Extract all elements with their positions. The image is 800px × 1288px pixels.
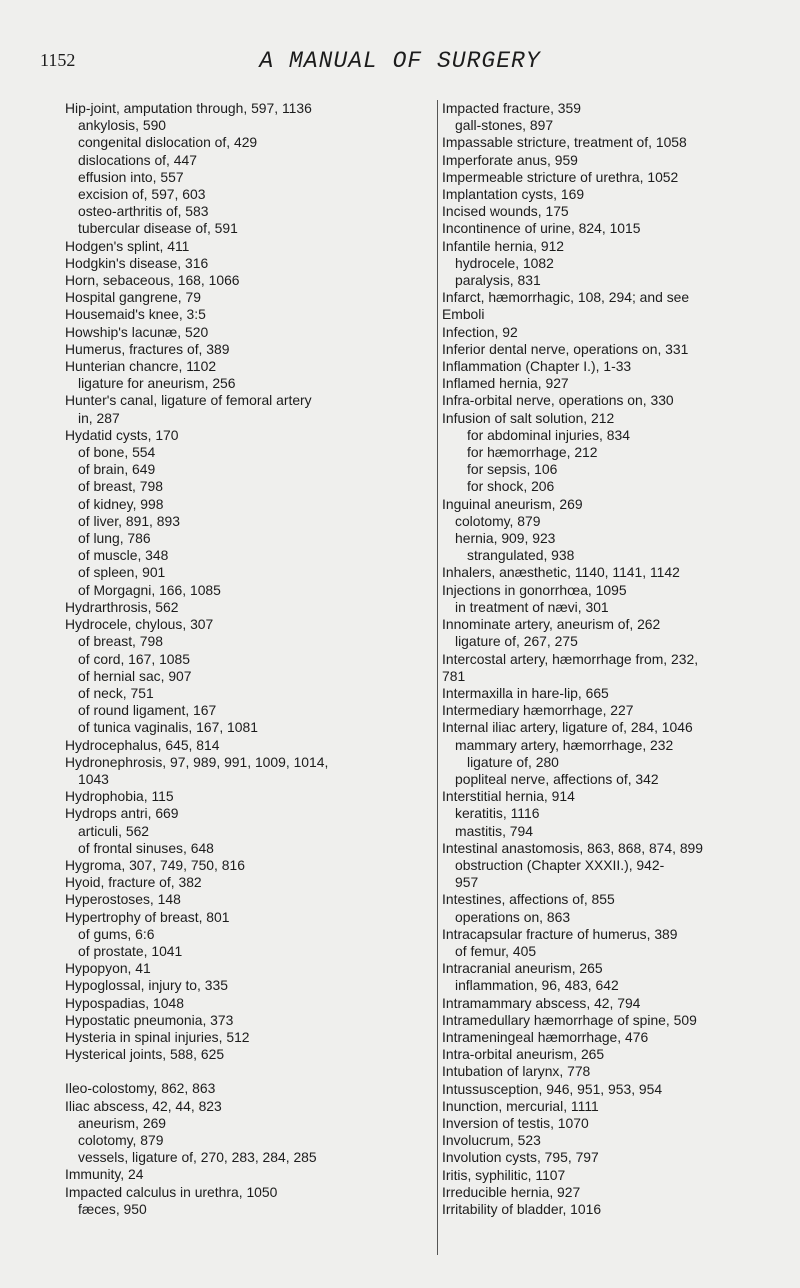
index-entry: Intermediary hæmorrhage, 227 xyxy=(442,702,634,719)
index-entry: Infarct, hæmorrhagic, 108, 294; and see xyxy=(442,289,690,306)
index-entry: Hysterical joints, 588, 625 xyxy=(65,1046,225,1063)
index-entry: Intramammary abscess, 42, 794 xyxy=(442,994,641,1011)
index-entry: Emboli xyxy=(442,306,485,323)
index-entry: Intra-orbital aneurism, 265 xyxy=(442,1046,605,1063)
index-entry: Inunction, mercurial, 1111 xyxy=(442,1097,599,1114)
index-entry: Inguinal aneurism, 269 xyxy=(442,495,583,512)
index-entry: Intussusception, 946, 951, 953, 954 xyxy=(442,1080,663,1097)
index-entry: fæces, 950 xyxy=(78,1200,147,1217)
index-entry: articuli, 562 xyxy=(78,822,150,839)
index-entry: keratitis, 1116 xyxy=(455,805,540,822)
index-entry: Intermaxilla in hare-lip, 665 xyxy=(442,684,609,701)
index-entry: Infantile hernia, 912 xyxy=(442,237,565,254)
index-entry: Incontinence of urine, 824, 1015 xyxy=(442,220,641,237)
index-entry: Inhalers, anæsthetic, 1140, 1141, 1142 xyxy=(442,564,680,581)
index-entry: Intestines, affections of, 855 xyxy=(442,891,615,908)
index-entry: Ileo-colostomy, 862, 863 xyxy=(65,1080,216,1097)
index-entry: of round ligament, 167 xyxy=(78,702,217,719)
index-entry: 1043 xyxy=(78,770,109,787)
index-entry: Howship's lacunæ, 520 xyxy=(65,323,209,340)
index-entry: of spleen, 901 xyxy=(78,564,166,581)
index-entry: osteo-arthritis of, 583 xyxy=(78,203,209,220)
index-entry: Intramedullary hæmorrhage of spine, 509 xyxy=(442,1011,697,1028)
index-entry: Hydrops antri, 669 xyxy=(65,805,179,822)
index-entry: Involucrum, 523 xyxy=(442,1132,541,1149)
index-entry: Iliac abscess, 42, 44, 823 xyxy=(65,1097,222,1114)
index-column-left xyxy=(65,100,420,1218)
index-entry: of breast, 798 xyxy=(78,633,163,650)
page-number: 1152 xyxy=(40,50,76,70)
index-entry: Hydrophobia, 115 xyxy=(65,788,174,805)
index-entry: of liver, 891, 893 xyxy=(78,512,180,529)
index-entry: obstruction (Chapter XXXII.), 942- xyxy=(455,856,665,873)
index-entry: mastitis, 794 xyxy=(455,822,533,839)
index-entry: for hæmorrhage, 212 xyxy=(467,444,598,461)
index-entry: Impermeable stricture of urethra, 1052 xyxy=(442,168,679,185)
index-entry: hydrocele, 1082 xyxy=(455,254,554,271)
page-header xyxy=(0,40,800,80)
index-entry: hernia, 909, 923 xyxy=(455,530,556,547)
index-entry: of muscle, 348 xyxy=(78,547,169,564)
index-entry: Intubation of larynx, 778 xyxy=(442,1063,591,1080)
index-entry: inflammation, 96, 483, 642 xyxy=(455,977,619,994)
index-entry: of Morgagni, 166, 1085 xyxy=(78,581,221,598)
index-entry: Hypospadias, 1048 xyxy=(65,994,184,1011)
index-entry: excision of, 597, 603 xyxy=(78,186,206,203)
index-entry: Hydronephrosis, 97, 989, 991, 1009, 1014, xyxy=(65,753,329,770)
index-entry: effusion into, 557 xyxy=(78,168,184,185)
index-entry: strangulated, 938 xyxy=(467,547,575,564)
index-entry: colotomy, 879 xyxy=(78,1131,164,1148)
index-entry: Housemaid's knee, 3:5 xyxy=(65,306,206,323)
index-entry: congenital dislocation of, 429 xyxy=(78,134,258,151)
index-entry: gall-stones, 897 xyxy=(455,117,554,134)
index-entry: Intrameningeal hæmorrhage, 476 xyxy=(442,1028,649,1045)
index-entry: Inflamed hernia, 927 xyxy=(442,375,569,392)
index-entry: of bone, 554 xyxy=(78,444,156,461)
index-entry: ligature of, 267, 275 xyxy=(455,633,578,650)
index-entry: Hydrarthrosis, 562 xyxy=(65,598,179,615)
index-entry: of kidney, 998 xyxy=(78,495,164,512)
index-entry: Hygroma, 307, 749, 750, 816 xyxy=(65,856,245,873)
index-entry: Infection, 92 xyxy=(442,323,518,340)
index-entry: of neck, 751 xyxy=(78,684,154,701)
index-entry: in treatment of nævi, 301 xyxy=(455,598,609,615)
index-entry: operations on, 863 xyxy=(455,908,571,925)
index-entry: of prostate, 1041 xyxy=(78,942,183,959)
index-entry: of breast, 798 xyxy=(78,478,163,495)
index-entry: Intestinal anastomosis, 863, 868, 874, 899 xyxy=(442,839,704,856)
index-entry: mammary artery, hæmorrhage, 232 xyxy=(455,736,674,753)
index-column-right xyxy=(437,100,792,1255)
index-entry: Hydatid cysts, 170 xyxy=(65,426,179,443)
index-entry: of femur, 405 xyxy=(455,942,537,959)
index-entry: Hip-joint, amputation through, 597, 1136 xyxy=(65,100,312,116)
index-entry: dislocations of, 447 xyxy=(78,151,197,168)
index-entry: Hodgkin's disease, 316 xyxy=(65,254,209,271)
index-entry: Hypostatic pneumonia, 373 xyxy=(65,1011,234,1028)
index-entry: of frontal sinuses, 648 xyxy=(78,839,214,856)
index-entry: Incised wounds, 175 xyxy=(442,203,569,220)
index-entry: of lung, 786 xyxy=(78,530,151,547)
index-entry: Inferior dental nerve, operations on, 331 xyxy=(442,340,689,357)
index-entry: Intracapsular fracture of humerus, 389 xyxy=(442,925,678,942)
index-entry: Inflammation (Chapter I.), 1-33 xyxy=(442,358,632,375)
index-entry: Intercostal artery, hæmorrhage from, 232, xyxy=(442,650,699,667)
index-entry: Irreducible hernia, 927 xyxy=(442,1183,581,1200)
index-entry: paralysis, 831 xyxy=(455,272,541,289)
index-entry: 957 xyxy=(455,874,479,891)
index-entry: for sepsis, 106 xyxy=(467,461,558,478)
index-entry: Irritability of bladder, 1016 xyxy=(442,1201,602,1217)
index-entry: Involution cysts, 795, 797 xyxy=(442,1149,599,1166)
index-entry: Hypopyon, 41 xyxy=(65,960,151,977)
index-entry: Hospital gangrene, 79 xyxy=(65,289,201,306)
index-entry: Hunter's canal, ligature of femoral artery xyxy=(65,392,312,409)
index-entry: of gums, 6:6 xyxy=(78,925,155,942)
index-entry: Injections in gonorrhœa, 1095 xyxy=(442,581,627,598)
index-entry: colotomy, 879 xyxy=(455,512,541,529)
index-entry: Hydrocephalus, 645, 814 xyxy=(65,736,220,753)
index-entry: Impacted calculus in urethra, 1050 xyxy=(65,1183,278,1200)
index-entry: vessels, ligature of, 270, 283, 284, 285 xyxy=(78,1149,317,1166)
index-entry: in, 287 xyxy=(78,409,120,426)
index-entry: Inversion of testis, 1070 xyxy=(442,1114,589,1131)
index-entry: 781 xyxy=(442,667,466,684)
index-entry: ligature for aneurism, 256 xyxy=(78,375,236,392)
index-entry: for abdominal injuries, 834 xyxy=(467,426,630,443)
index-entry: Impacted fracture, 359 xyxy=(442,100,581,116)
index-entry: Humerus, fractures of, 389 xyxy=(65,340,230,357)
index-entry: Horn, sebaceous, 168, 1066 xyxy=(65,272,240,289)
index-entry: Hodgen's splint, 411 xyxy=(65,237,190,254)
running-title: A MANUAL OF SURGERY xyxy=(259,48,541,74)
index-entry: of brain, 649 xyxy=(78,461,156,478)
index-entry: Hyperostoses, 148 xyxy=(65,891,181,908)
index-entry: Infusion of salt solution, 212 xyxy=(442,409,615,426)
index-entry: aneurism, 269 xyxy=(78,1114,167,1131)
index-entry: for shock, 206 xyxy=(467,478,555,495)
index-entry: Hypertrophy of breast, 801 xyxy=(65,908,230,925)
index-entry: Impassable stricture, treatment of, 1058 xyxy=(442,134,687,151)
index-entry: Interstitial hernia, 914 xyxy=(442,788,575,805)
index-entry: Iritis, syphilitic, 1107 xyxy=(442,1166,566,1183)
index-entry: Innominate artery, aneurism of, 262 xyxy=(442,616,661,633)
index-entry: Hysteria in spinal injuries, 512 xyxy=(65,1028,250,1045)
index-entry: tubercular disease of, 591 xyxy=(78,220,238,237)
index-entry: Infra-orbital nerve, operations on, 330 xyxy=(442,392,674,409)
index-entry: Hyoid, fracture of, 382 xyxy=(65,874,202,891)
index-entry: Implantation cysts, 169 xyxy=(442,186,585,203)
index-entry: Hunterian chancre, 1102 xyxy=(65,358,217,375)
index-entry: Internal iliac artery, ligature of, 284, 1046 xyxy=(442,719,693,736)
index-entry: Hydrocele, chylous, 307 xyxy=(65,616,214,633)
index-entry: ankylosis, 590 xyxy=(78,117,167,134)
index-entry: of hernial sac, 907 xyxy=(78,667,192,684)
index-entry: of tunica vaginalis, 167, 1081 xyxy=(78,719,258,736)
index-entry: Imperforate anus, 959 xyxy=(442,151,578,168)
index-entry: popliteal nerve, affections of, 342 xyxy=(455,770,659,787)
index-entry: Intracranial aneurism, 265 xyxy=(442,960,603,977)
index-entry: ligature of, 280 xyxy=(467,753,559,770)
index-entry: of cord, 167, 1085 xyxy=(78,650,190,667)
index-entry: Immunity, 24 xyxy=(65,1166,144,1183)
index-entry: Hypoglossal, injury to, 335 xyxy=(65,977,228,994)
